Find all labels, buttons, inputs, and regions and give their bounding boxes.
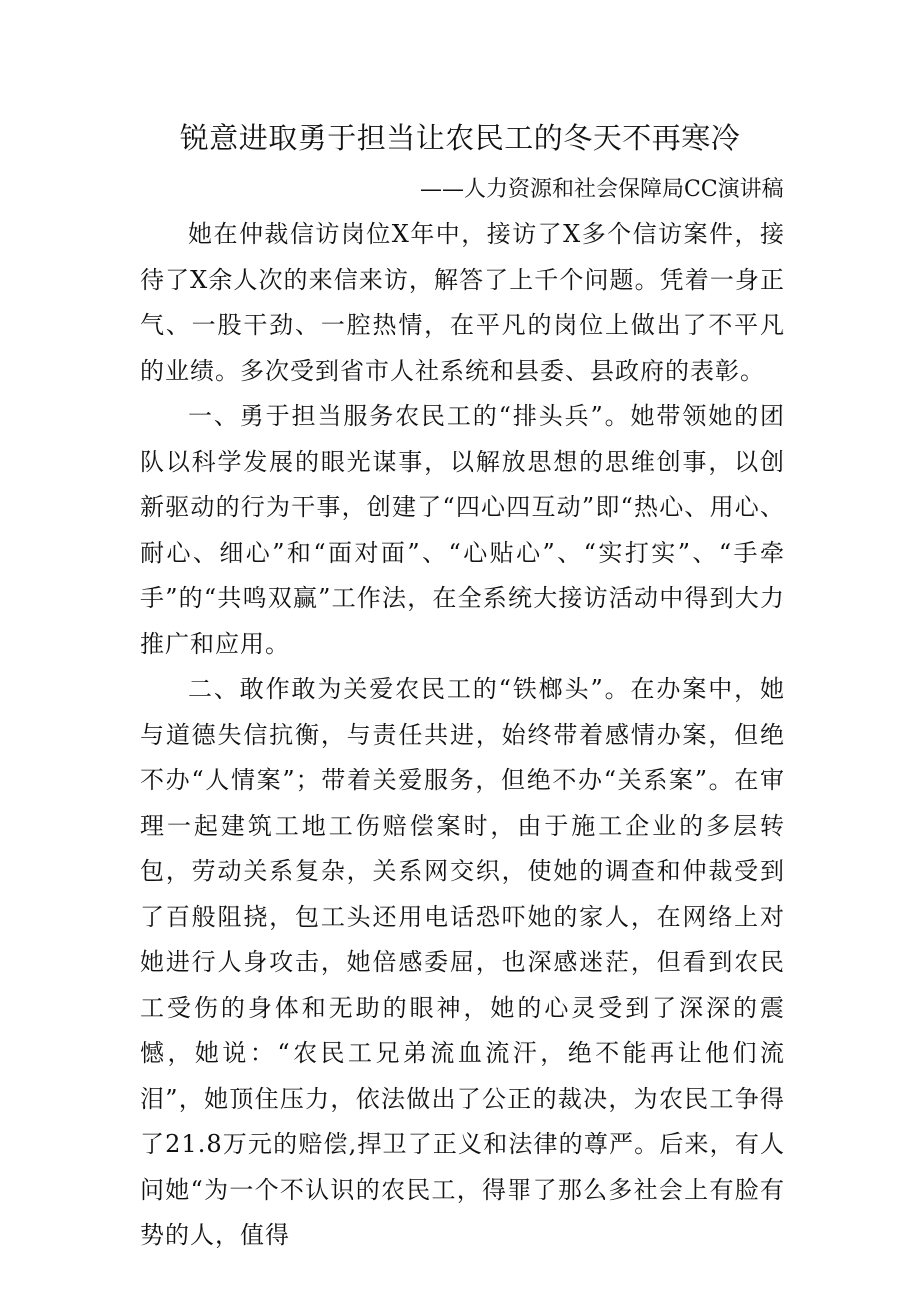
paragraph-section-two: 二、敢作敢为关爱农民工的“铁榔头”。在办案中，她与道德失信抗衡，与责任共进，始终带着感情办案，但绝不办“人情案”；带着关爱服务，但绝不办“关系案”。在审理一起建筑工地工伤赔偿案时，由于施工企业的多层转包，劳动关系复杂，关系网交织，使她的调查和仲裁受到了百般阻挠，包工头还用电话恐吓她的家人，在网络上对她进行人身攻击，她倍感委屈，也深感迷茫，但看到农民工受伤的身体和无助的眼神，她的心灵受到了深深的震憾，她说：“农民工兄弟流血流汗，绝不能再让他们流泪”，她顶住压力，依法做出了公正的裁决，为农民工争得了21.8万元的赔偿,捍卫了正义和法律的尊严。后来，有人问她“为一个不认识的农民工，得罪了那么多社会上有脸有势的人，值得 [140,675,785,1249]
document-title: 锐意进取勇于担当让农民工的冬天不再寒冷 [179,121,741,155]
paragraph-section-one: 一、勇于担当服务农民工的“排头兵”。她带领她的团队以科学发展的眼光谋事，以解放思想的思维创事，以创新驱动的行为干事，创建了“四心四互动”即“热心、用心、耐心、细心”和“面对面”、“心贴心”、“实打实”、“手牵手”的“共鸣双赢”工作法，在全系统大接访活动中得到大力推广和应用。 [140,402,785,658]
paragraph-intro: 她在仲裁信访岗位X年中，接访了X多个信访案件，接待了X余人次的来信来访，解答了上千个问题。凭着一身正气、一股干劲、一腔热情，在平凡的岗位上做出了不平凡的业绩。多次受到省市人社系统和县委、县政府的表彰。 [140,220,785,385]
document-subtitle: ——人力资源和社会保障局CC演讲稿 [420,177,784,202]
document-body [140,212,785,1259]
